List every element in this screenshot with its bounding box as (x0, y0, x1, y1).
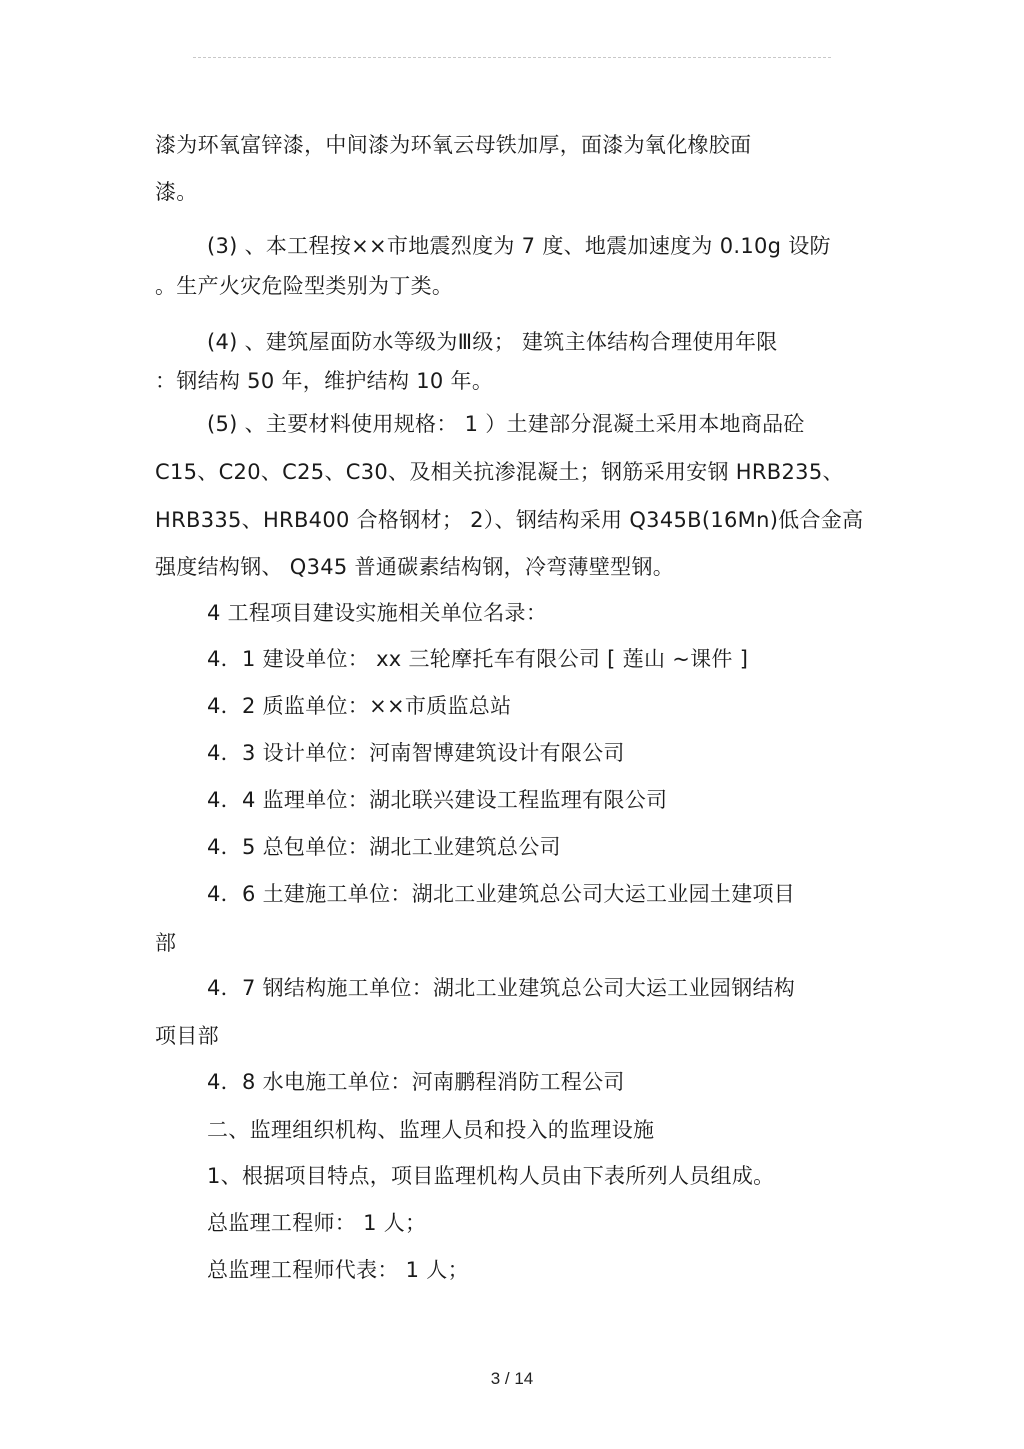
body-line: 1、根据项目特点，项目监理机构人员由下表所列人员组成。 (207, 1164, 775, 1188)
list-item-continuation: 项目部 (155, 1024, 219, 1048)
body-line: (5) 、主要材料使用规格： 1 ）土建部分混凝土采用本地商品砼 (207, 412, 805, 436)
section-heading: 4 工程项目建设实施相关单位名录： (207, 601, 548, 625)
body-line: 。生产火灾危险型类别为丁类。 (155, 274, 454, 298)
list-item: 4．7 钢结构施工单位：湖北工业建筑总公司大运工业园钢结构 (207, 976, 796, 1000)
body-line: HRB335、HRB400 合格钢材； 2）、钢结构采用 Q345B(16Mn)低合金高 (155, 508, 864, 532)
list-item: 4．3 设计单位：河南智博建筑设计有限公司 (207, 741, 625, 765)
body-line: ：钢结构 50 年，维护结构 10 年。 (155, 369, 494, 393)
list-item-continuation: 部 (155, 931, 177, 955)
list-item: 4．6 土建施工单位：湖北工业建筑总公司大运工业园土建项目 (207, 882, 796, 906)
body-line: C15、C20、C25、C30、及相关抗渗混凝土；钢筋采用安钢 HRB235、 (155, 460, 844, 484)
header-rule (193, 57, 831, 58)
list-item: 4．8 水电施工单位：河南鹏程消防工程公司 (207, 1070, 625, 1094)
staff-line: 总监理工程师代表： 1 人； (207, 1258, 469, 1282)
list-item: 4．1 建设单位： xx 三轮摩托车有限公司 [ 莲山 ~课件 ] (207, 647, 749, 671)
list-item: 4．5 总包单位：湖北工业建筑总公司 (207, 835, 561, 859)
page-number: 3 / 14 (490, 1369, 534, 1388)
list-item: 4．2 质监单位：××市质监总站 (207, 694, 512, 718)
body-line: 强度结构钢、 Q345 普通碳素结构钢，冷弯薄壁型钢。 (155, 555, 675, 579)
staff-line: 总监理工程师： 1 人； (207, 1211, 427, 1235)
body-line: (4) 、建筑屋面防水等级为Ⅲ级； 建筑主体结构合理使用年限 (207, 330, 778, 354)
body-line: 漆。 (155, 180, 198, 204)
body-line: (3) 、本工程按××市地震烈度为 7 度、地震加速度为 0.10g 设防 (207, 234, 831, 258)
body-line: 漆为环氧富锌漆，中间漆为环氧云母铁加厚，面漆为氧化橡胶面 (155, 133, 752, 157)
list-item: 4．4 监理单位：湖北联兴建设工程监理有限公司 (207, 788, 668, 812)
section-heading: 二、监理组织机构、监理人员和投入的监理设施 (207, 1118, 655, 1142)
